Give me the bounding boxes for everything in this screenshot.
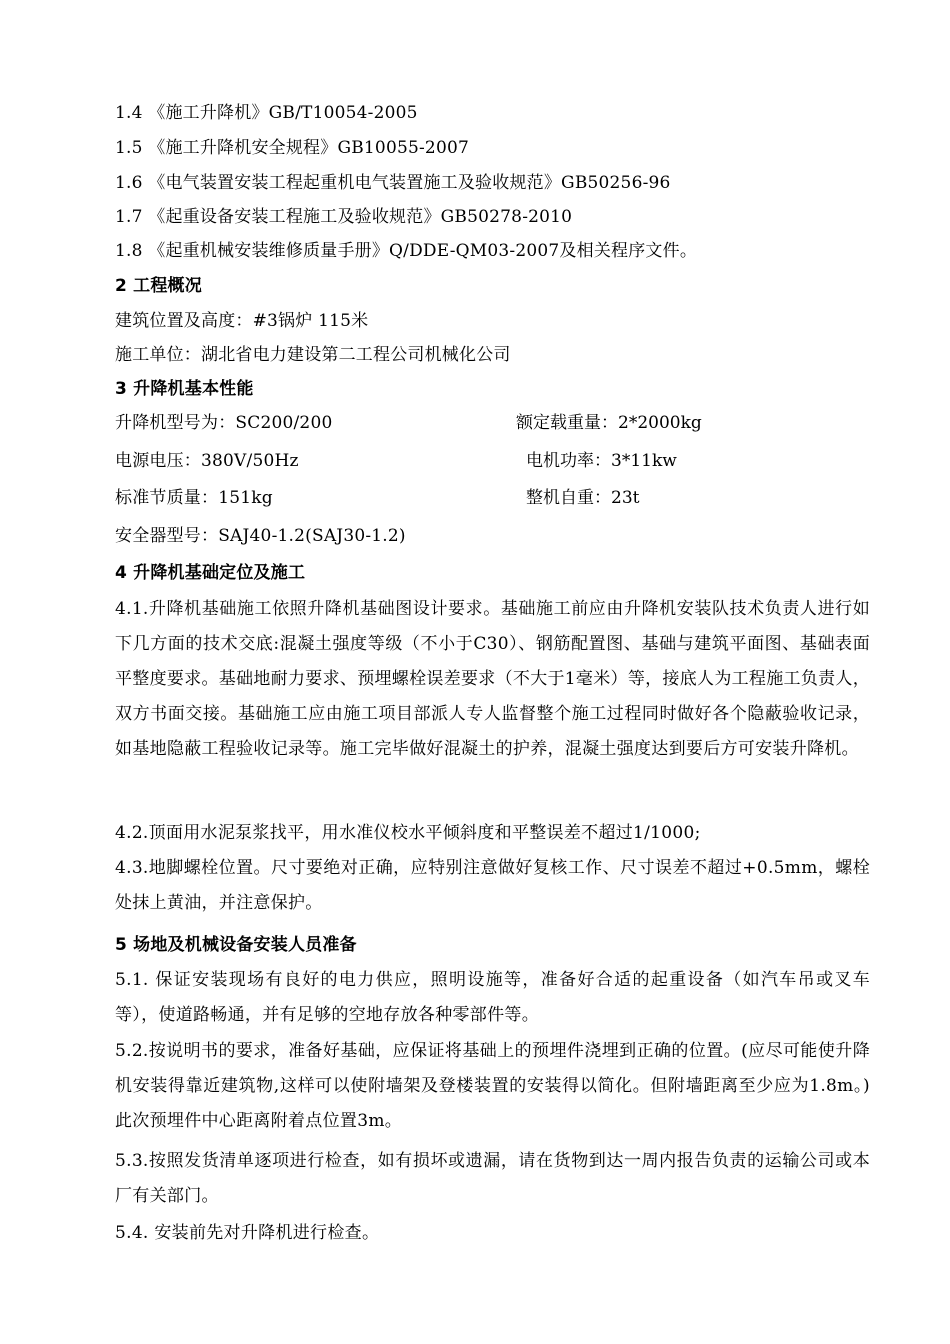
power-voltage: 电源电压：380V/50Hz: [115, 451, 299, 471]
paragraph-4-3: 4.3.地脚螺栓位置。尺寸要绝对正确，应特别注意做好复核工作、尺寸误差不超过+0.5mm，螺栓处抹上黄油，并注意保护。: [115, 858, 870, 913]
rated-load: 额定载重量：2*2000kg: [516, 413, 702, 433]
paragraph-5-2: 5.2.按说明书的要求，准备好基础，应保证将基础上的预埋件浇埋到正确的位置。(应尽可能使升降机安装得靠近建筑物,这样可以使附墙架及登楼装置的安装得以简化。但附墙距离至少应为1.8m。)此次预埋件中心距离附着点位置3m。: [115, 1041, 870, 1131]
construction-unit: 施工单位：湖北省电力建设第二工程公司机械化公司: [115, 345, 511, 365]
section-4-heading: 4 升降机基础定位及施工: [115, 563, 306, 583]
standard-1-5: 1.5 《施工升降机安全规程》GB10055-2007: [115, 138, 469, 158]
paragraph-5-1: 5.1. 保证安装现场有良好的电力供应，照明设施等，准备好合适的起重设备（如汽车吊或叉车等），使道路畅通，并有足够的空地存放各种零部件等。: [115, 970, 870, 1025]
paragraph-4-1: 4.1.升降机基础施工依照升降机基础图设计要求。基础施工前应由升降机安装队技术负责人进行如下几方面的技术交底:混凝土强度等级（不小于C30）、钢筋配置图、基础与建筑平面图、基础表面平整度要求。基础地耐力要求、预埋螺栓误差要求（不大于1毫米）等，接底人为工程施工负责人，双方书面交接。基础施工应由施工项目部派人专人监督整个施工过程同时做好各个隐蔽验收记录，如基地隐蔽工程验收记录等。施工完毕做好混凝土的护养，混凝土强度达到要后方可安装升降机。: [115, 599, 871, 759]
safety-device-model: 安全器型号：SAJ40-1.2(SAJ30-1.2): [115, 526, 406, 546]
machine-self-weight: 整机自重：23t: [526, 488, 640, 508]
paragraph-5-4: 5.4. 安装前先对升降机进行检查。: [115, 1223, 380, 1243]
standard-1-8: 1.8 《起重机械安装维修质量手册》Q/DDE-QM03-2007及相关程序文件。: [115, 241, 698, 261]
elevator-model: 升降机型号为：SC200/200: [115, 413, 333, 433]
paragraph-5-3: 5.3.按照发货清单逐项进行检查，如有损坏或遗漏，请在货物到达一周内报告负责的运输公司或本厂有关部门。: [115, 1151, 870, 1206]
motor-power: 电机功率：3*11kw: [526, 451, 677, 471]
building-location: 建筑位置及高度：#3锅炉 115米: [115, 311, 369, 331]
section-3-heading: 3 升降机基本性能: [115, 379, 254, 399]
standard-section-mass: 标准节质量：151kg: [115, 488, 273, 508]
section-5-heading: 5 场地及机械设备安装人员准备: [115, 935, 357, 955]
standard-1-4: 1.4 《施工升降机》GB/T10054-2005: [115, 103, 418, 123]
paragraph-4-2: 4.2.顶面用水泥泵浆找平，用水准仪校水平倾斜度和平整误差不超过1/1000;: [115, 823, 701, 843]
standard-1-7: 1.7 《起重设备安装工程施工及验收规范》GB50278-2010: [115, 207, 573, 227]
section-2-heading: 2 工程概况: [115, 276, 202, 296]
standard-1-6: 1.6 《电气装置安装工程起重机电气装置施工及验收规范》GB50256-96: [115, 173, 671, 193]
